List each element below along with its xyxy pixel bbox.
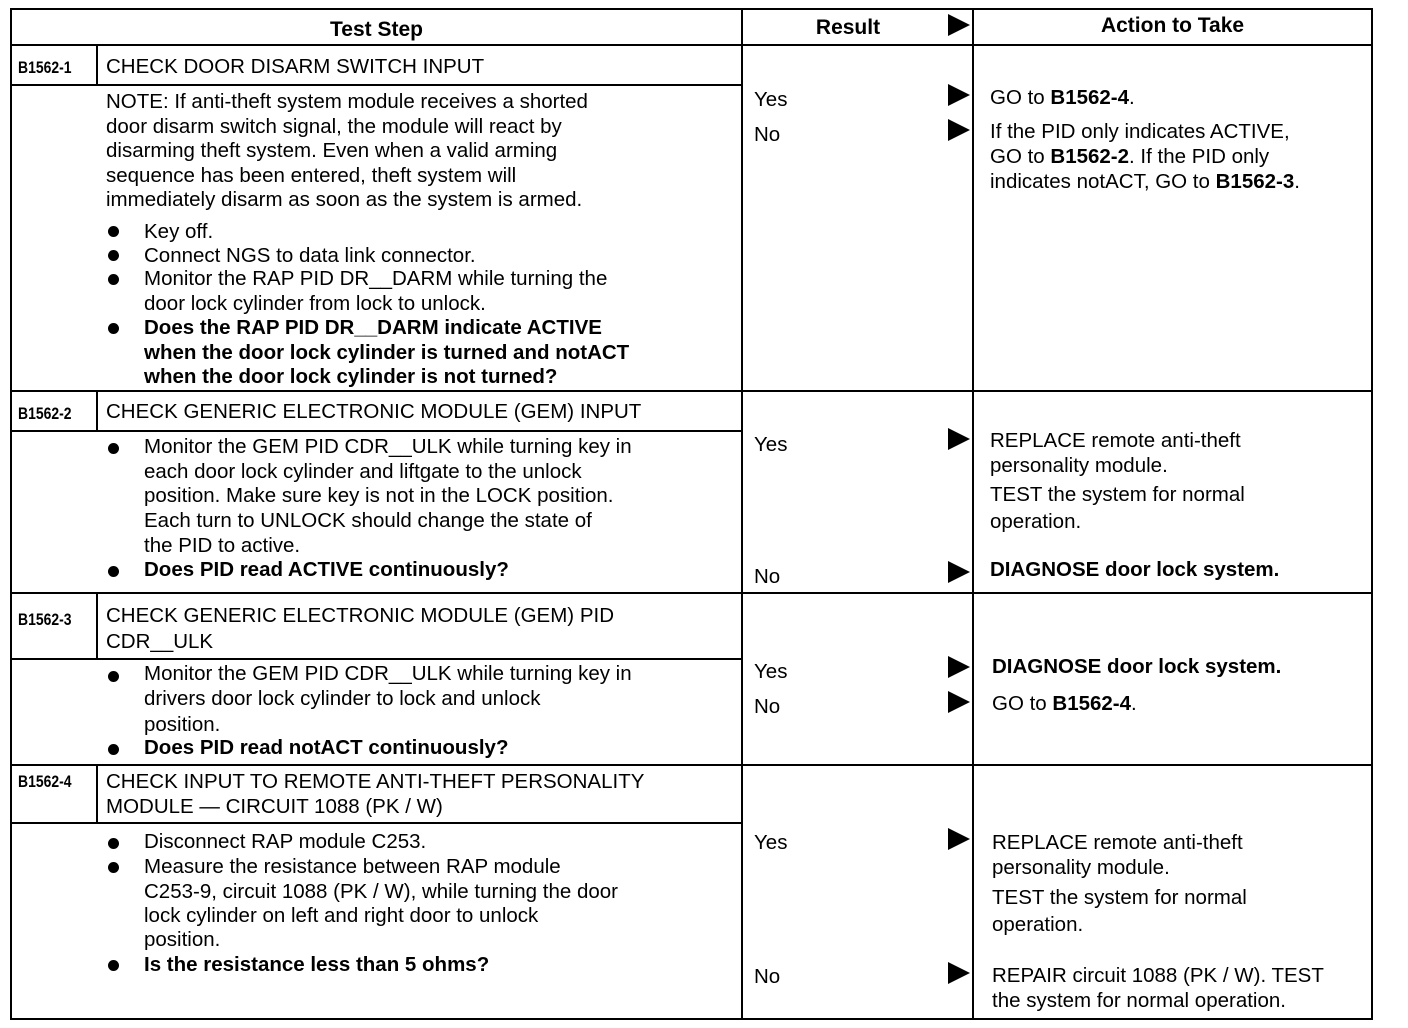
- bullet-icon: [108, 323, 119, 334]
- result-action: personality module.: [992, 856, 1170, 879]
- step-title: MODULE — CIRCUIT 1088 (PK / W): [106, 795, 443, 818]
- bullet-question: Does the RAP PID DR__DARM indicate ACTIVE: [144, 316, 602, 339]
- result-action: GO to B1562-2. If the PID only: [990, 145, 1270, 168]
- result-label: Yes: [754, 433, 788, 456]
- result-label: No: [754, 565, 781, 588]
- bullet-icon: [108, 443, 119, 454]
- bullet-icon: [108, 226, 119, 237]
- note-line: door disarm switch signal, the module will react by: [106, 115, 562, 138]
- note-line: immediately disarm as soon as the system is armed.: [106, 188, 583, 211]
- result-action: REPAIR circuit 1088 (PK / W). TEST: [992, 964, 1324, 987]
- result-arrow-icon: [948, 561, 970, 583]
- result-action: REPLACE remote anti-theft: [990, 429, 1241, 452]
- bullet-text: position. Make sure key is not in the LOCK position.: [144, 484, 614, 507]
- header-test-step: Test Step: [330, 18, 423, 41]
- bullet-text: position.: [144, 928, 221, 951]
- bullet-icon: [108, 960, 119, 971]
- result-arrow-icon: [948, 84, 970, 106]
- bullet-text: lock cylinder on left and right door to unlock: [144, 904, 539, 927]
- step-code: B1562-4: [18, 772, 72, 791]
- bullet-question: Is the resistance less than 5 ohms?: [144, 953, 490, 976]
- result-action: REPLACE remote anti-theft: [992, 831, 1243, 854]
- header-result: Result: [815, 16, 881, 39]
- bullet-question: Does PID read notACT continuously?: [144, 736, 509, 759]
- result-arrow-icon: [948, 691, 970, 713]
- bullet-icon: [108, 671, 119, 682]
- result-action: DIAGNOSE door lock system.: [990, 558, 1280, 581]
- result-action: the system for normal operation.: [992, 989, 1286, 1012]
- note-line: sequence has been entered, theft system will: [106, 164, 517, 187]
- result-arrow-icon: [948, 656, 970, 678]
- bullet-question: Does PID read ACTIVE continuously?: [144, 558, 509, 581]
- header-action: Action to Take: [1100, 14, 1245, 37]
- bullet-text: each door lock cylinder and liftgate to the unlock: [144, 460, 582, 483]
- note-line: disarming theft system. Even when a valid arming: [106, 139, 558, 162]
- step-code: B1562-3: [18, 610, 72, 629]
- result-action: TEST the system for normal: [992, 886, 1247, 909]
- bullet-text: Monitor the GEM PID CDR__ULK while turning key in: [144, 435, 632, 458]
- note-line: NOTE: If anti-theft system module receives a shorted: [106, 90, 588, 113]
- bullet-text: Monitor the GEM PID CDR__ULK while turning key in: [144, 662, 632, 685]
- header-arrow-icon: [948, 14, 970, 36]
- step-code: B1562-2: [18, 404, 72, 423]
- bullet-text: Connect NGS to data link connector.: [144, 244, 476, 267]
- result-arrow-icon: [948, 962, 970, 984]
- result-action: operation.: [992, 913, 1084, 936]
- result-action: DIAGNOSE door lock system.: [992, 655, 1282, 678]
- result-arrow-icon: [948, 428, 970, 450]
- bullet-text: Monitor the RAP PID DR__DARM while turning the: [144, 267, 608, 290]
- bullet-text: C253-9, circuit 1088 (PK / W), while turning the door: [144, 880, 618, 903]
- bullet-icon: [108, 250, 119, 261]
- result-label: No: [754, 123, 781, 146]
- result-action: TEST the system for normal: [990, 483, 1245, 506]
- bullet-question: when the door lock cylinder is not turned?: [144, 365, 558, 388]
- step-title: CHECK GENERIC ELECTRONIC MODULE (GEM) INPUT: [106, 400, 642, 423]
- bullet-text: Key off.: [144, 220, 214, 243]
- bullet-text: position.: [144, 713, 221, 736]
- bullet-icon: [108, 744, 119, 755]
- bullet-text: Each turn to UNLOCK should change the state of: [144, 509, 592, 532]
- bullet-text: drivers door lock cylinder to lock and unlock: [144, 687, 541, 710]
- bullet-text: the PID to active.: [144, 534, 301, 557]
- result-action: personality module.: [990, 454, 1168, 477]
- bullet-question: when the door lock cylinder is turned and notACT: [144, 341, 630, 364]
- result-arrow-icon: [948, 828, 970, 850]
- result-label: No: [754, 695, 781, 718]
- result-label: Yes: [754, 88, 788, 111]
- bullet-icon: [108, 566, 119, 577]
- step-title: CHECK INPUT TO REMOTE ANTI-THEFT PERSONALITY: [106, 770, 645, 793]
- step-code: B1562-1: [18, 58, 72, 77]
- step-title: CHECK GENERIC ELECTRONIC MODULE (GEM) PID: [106, 604, 614, 627]
- result-label: No: [754, 965, 781, 988]
- bullet-text: Measure the resistance between RAP module: [144, 855, 561, 878]
- result-action: indicates notACT, GO to B1562-3.: [990, 170, 1300, 193]
- bullet-icon: [108, 862, 119, 873]
- step-title: CHECK DOOR DISARM SWITCH INPUT: [106, 55, 485, 78]
- result-label: Yes: [754, 660, 788, 683]
- result-action: GO to B1562-4.: [990, 86, 1135, 109]
- bullet-icon: [108, 274, 119, 285]
- bullet-text: Disconnect RAP module C253.: [144, 830, 427, 853]
- result-action: operation.: [990, 510, 1082, 533]
- result-action: GO to B1562-4.: [992, 692, 1137, 715]
- bullet-text: door lock cylinder from lock to unlock.: [144, 292, 486, 315]
- result-action: If the PID only indicates ACTIVE,: [990, 120, 1290, 143]
- bullet-icon: [108, 838, 119, 849]
- result-label: Yes: [754, 831, 788, 854]
- result-arrow-icon: [948, 119, 970, 141]
- step-title: CDR__ULK: [106, 630, 214, 653]
